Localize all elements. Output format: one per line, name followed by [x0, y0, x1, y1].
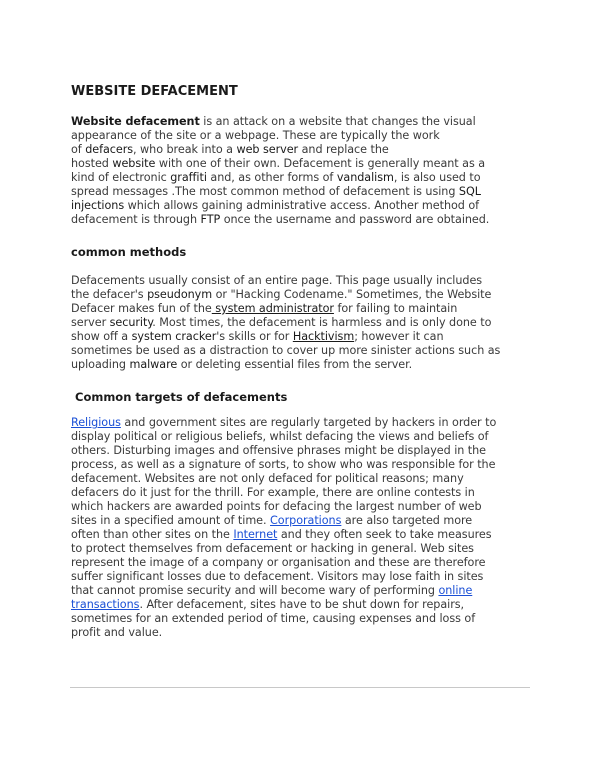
- system-administrator-link[interactable]: system administrator: [211, 302, 334, 315]
- intro-line: of defacers, who break into a web server and replace the: [71, 143, 389, 156]
- hacktivism-link[interactable]: Hacktivism: [292, 330, 355, 343]
- intro-line: Website defacement is an attack on a website that changes the visual: [71, 115, 476, 128]
- paragraph-line: show off a system cracker's skills or for Hacktivism; however it can: [71, 330, 444, 343]
- paragraph-line: the defacer's pseudonym or "Hacking Codename." Sometimes, the Website: [71, 288, 492, 301]
- paragraph-line: represent the image of a company or organisation and these are therefore: [71, 556, 486, 569]
- religious-link[interactable]: Religious: [71, 416, 121, 429]
- online-transactions-link-cont[interactable]: transactions: [71, 598, 140, 611]
- internet-link[interactable]: Internet: [233, 528, 278, 541]
- intro-line: kind of electronic graffiti and, as other forms of vandalism, is also used to: [71, 171, 481, 184]
- intro-line: hosted website with one of their own. Defacement is generally meant as a: [71, 157, 486, 170]
- paragraph-line: transactions. After defacement, sites have to be shut down for repairs,: [71, 598, 465, 611]
- intro-line: injections which allows gaining administrative access. Another method of: [71, 199, 480, 212]
- paragraph-line: defacers do it just for the thrill. For example, there are online contests in: [71, 486, 475, 499]
- paragraph-line: to protect themselves from defacement or hacking in general. Web sites: [71, 542, 474, 555]
- paragraph-line: Religious and government sites are regularly targeted by hackers in order to: [71, 416, 497, 429]
- paragraph-line: that cannot promise security and will become wary of performing online: [71, 584, 473, 597]
- footer-divider: [70, 687, 530, 688]
- intro-line: defacement is through FTP once the username and password are obtained.: [71, 213, 490, 226]
- paragraph-line: Defacements usually consist of an entire page. This page usually includes: [71, 274, 483, 287]
- paragraph-line: often than other sites on the Internet and they often seek to take measures: [71, 528, 492, 541]
- paragraph-line: server security. Most times, the defacement is harmless and is only done to: [71, 316, 492, 329]
- paragraph-line: sites in a specified amount of time. Corporations are also targeted more: [71, 514, 473, 527]
- paragraph-line: suffer significant losses due to defacement. Visitors may lose faith in sites: [71, 570, 484, 583]
- paragraph-line: sometimes be used as a distraction to cover up more sinister actions such as: [71, 344, 501, 357]
- paragraph-line: defacement. Websites are not only defaced for political reasons; many: [71, 472, 464, 485]
- corporations-link[interactable]: Corporations: [270, 514, 342, 527]
- paragraph-line: process, as well as a signature of sorts, to show who was responsible for the: [71, 458, 496, 471]
- paragraph-line: uploading malware or deleting essential files from the server.: [71, 358, 413, 371]
- section-heading-common-methods: common methods: [71, 245, 187, 259]
- paragraph-line: display political or religious beliefs, whilst defacing the views and beliefs of: [71, 430, 489, 443]
- paragraph-line: others. Disturbing images and offensive phrases might be displayed in the: [71, 444, 487, 457]
- paragraph-line: Defacer makes fun of the system administrator for failing to maintain: [71, 302, 458, 315]
- paragraph-line: which hackers are awarded points for defacing the largest number of web: [71, 500, 482, 513]
- page-title: WEBSITE DEFACEMENT: [71, 84, 238, 99]
- online-transactions-link[interactable]: online: [438, 584, 473, 597]
- paragraph-line: profit and value.: [71, 626, 163, 639]
- paragraph-line: sometimes for an extended period of time, causing expenses and loss of: [71, 612, 476, 625]
- section-heading-common-targets: Common targets of defacements: [75, 390, 288, 404]
- intro-line: appearance of the site or a webpage. These are typically the work: [71, 129, 440, 142]
- intro-line: spread messages .The most common method of defacement is using SQL: [71, 185, 481, 198]
